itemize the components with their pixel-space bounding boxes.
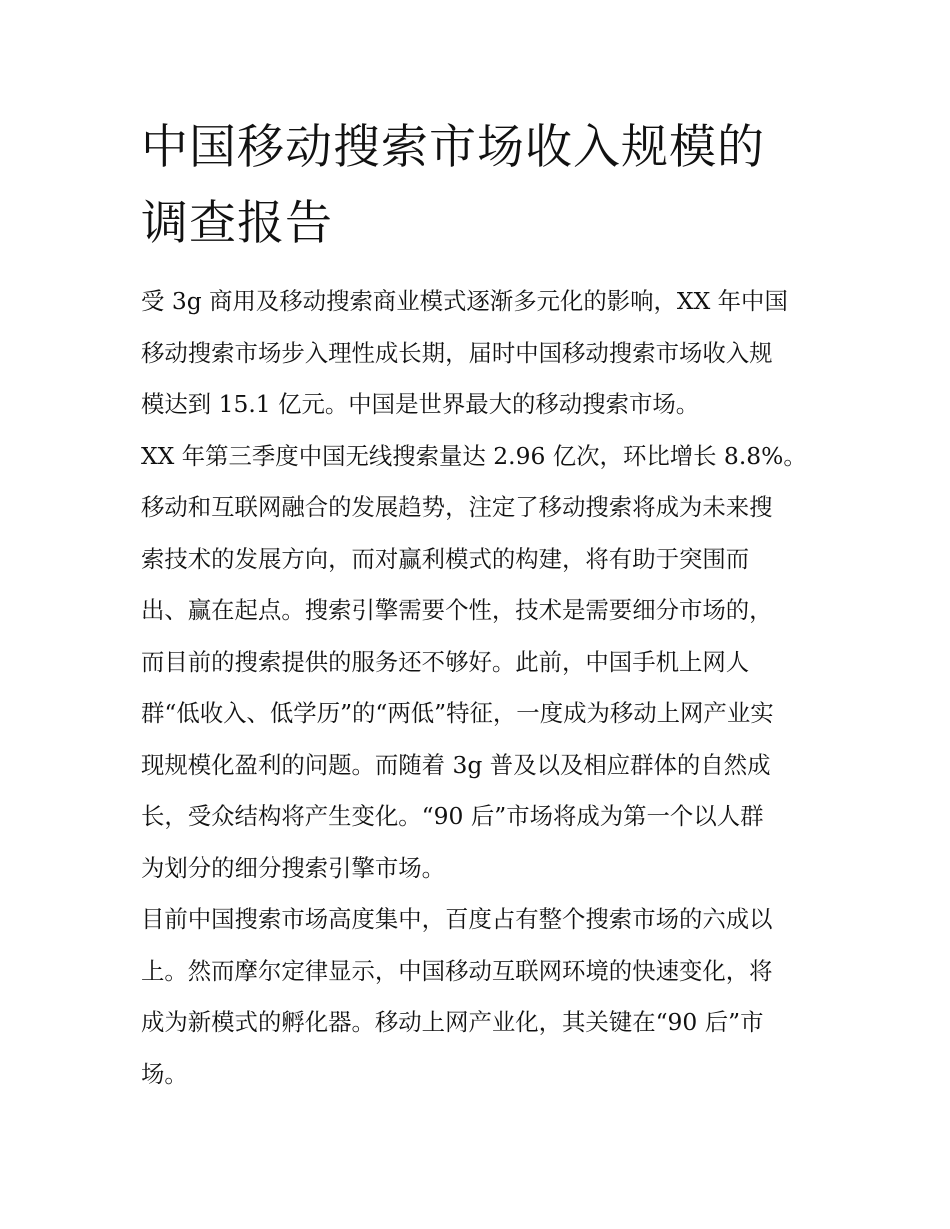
document-body xyxy=(141,276,821,1100)
text-line: 场。 xyxy=(141,1059,188,1088)
text-line: 现规模化盈利的问题。而随着 3g 普及以及相应群体的自然成 xyxy=(141,750,771,779)
text-line: 群“低收入、低学历”的“两低”特征，一度成为移动上网产业实 xyxy=(141,699,774,727)
title-line: 中国移动搜索市场收入规模的 xyxy=(141,120,765,175)
paragraph-1 xyxy=(141,276,821,431)
text-line: 而目前的搜索提供的服务还不够好。此前，中国手机上网人 xyxy=(141,647,750,676)
paragraph-2 xyxy=(141,431,821,895)
text-line: 上。然而摩尔定律显示，中国移动互联网环境的快速变化，将 xyxy=(141,956,773,985)
text-line: 目前中国搜索市场高度集中，百度占有整个搜索市场的六成以 xyxy=(141,905,773,933)
text-line: 长，受众结构将产生变化。“90 后”市场将成为第一个以人群 xyxy=(141,802,764,830)
text-line: 出、赢在起点。搜索引擎需要个性，技术是需要细分市场的， xyxy=(141,596,773,624)
text-line: 为划分的细分搜索引擎市场。 xyxy=(141,853,446,882)
title-line: 调查报告 xyxy=(141,196,333,251)
paragraph-3 xyxy=(141,894,821,1100)
text-line: 索技术的发展方向，而对赢利模式的构建，将有助于突围而 xyxy=(141,544,750,573)
document-title xyxy=(141,110,801,262)
text-line: 移动和互联网融合的发展趋势，注定了移动搜索将成为未来搜 xyxy=(141,493,773,521)
text-line: 成为新模式的孵化器。移动上网产业化，其关键在“90 后”市 xyxy=(141,1008,764,1036)
text-line: XX 年第三季度中国无线搜索量达 2.96 亿次，环比增长 8.8%。 xyxy=(141,441,807,470)
text-line: 移动搜索市场步入理性成长期，届时中国移动搜索市场收入规 xyxy=(141,338,773,367)
text-line: 模达到 15.1 亿元。中国是世界最大的移动搜索市场。 xyxy=(141,390,700,418)
document-page xyxy=(141,110,821,1100)
text-line: 受 3g 商用及移动搜索商业模式逐渐多元化的影响，XX 年中国 xyxy=(141,287,788,315)
